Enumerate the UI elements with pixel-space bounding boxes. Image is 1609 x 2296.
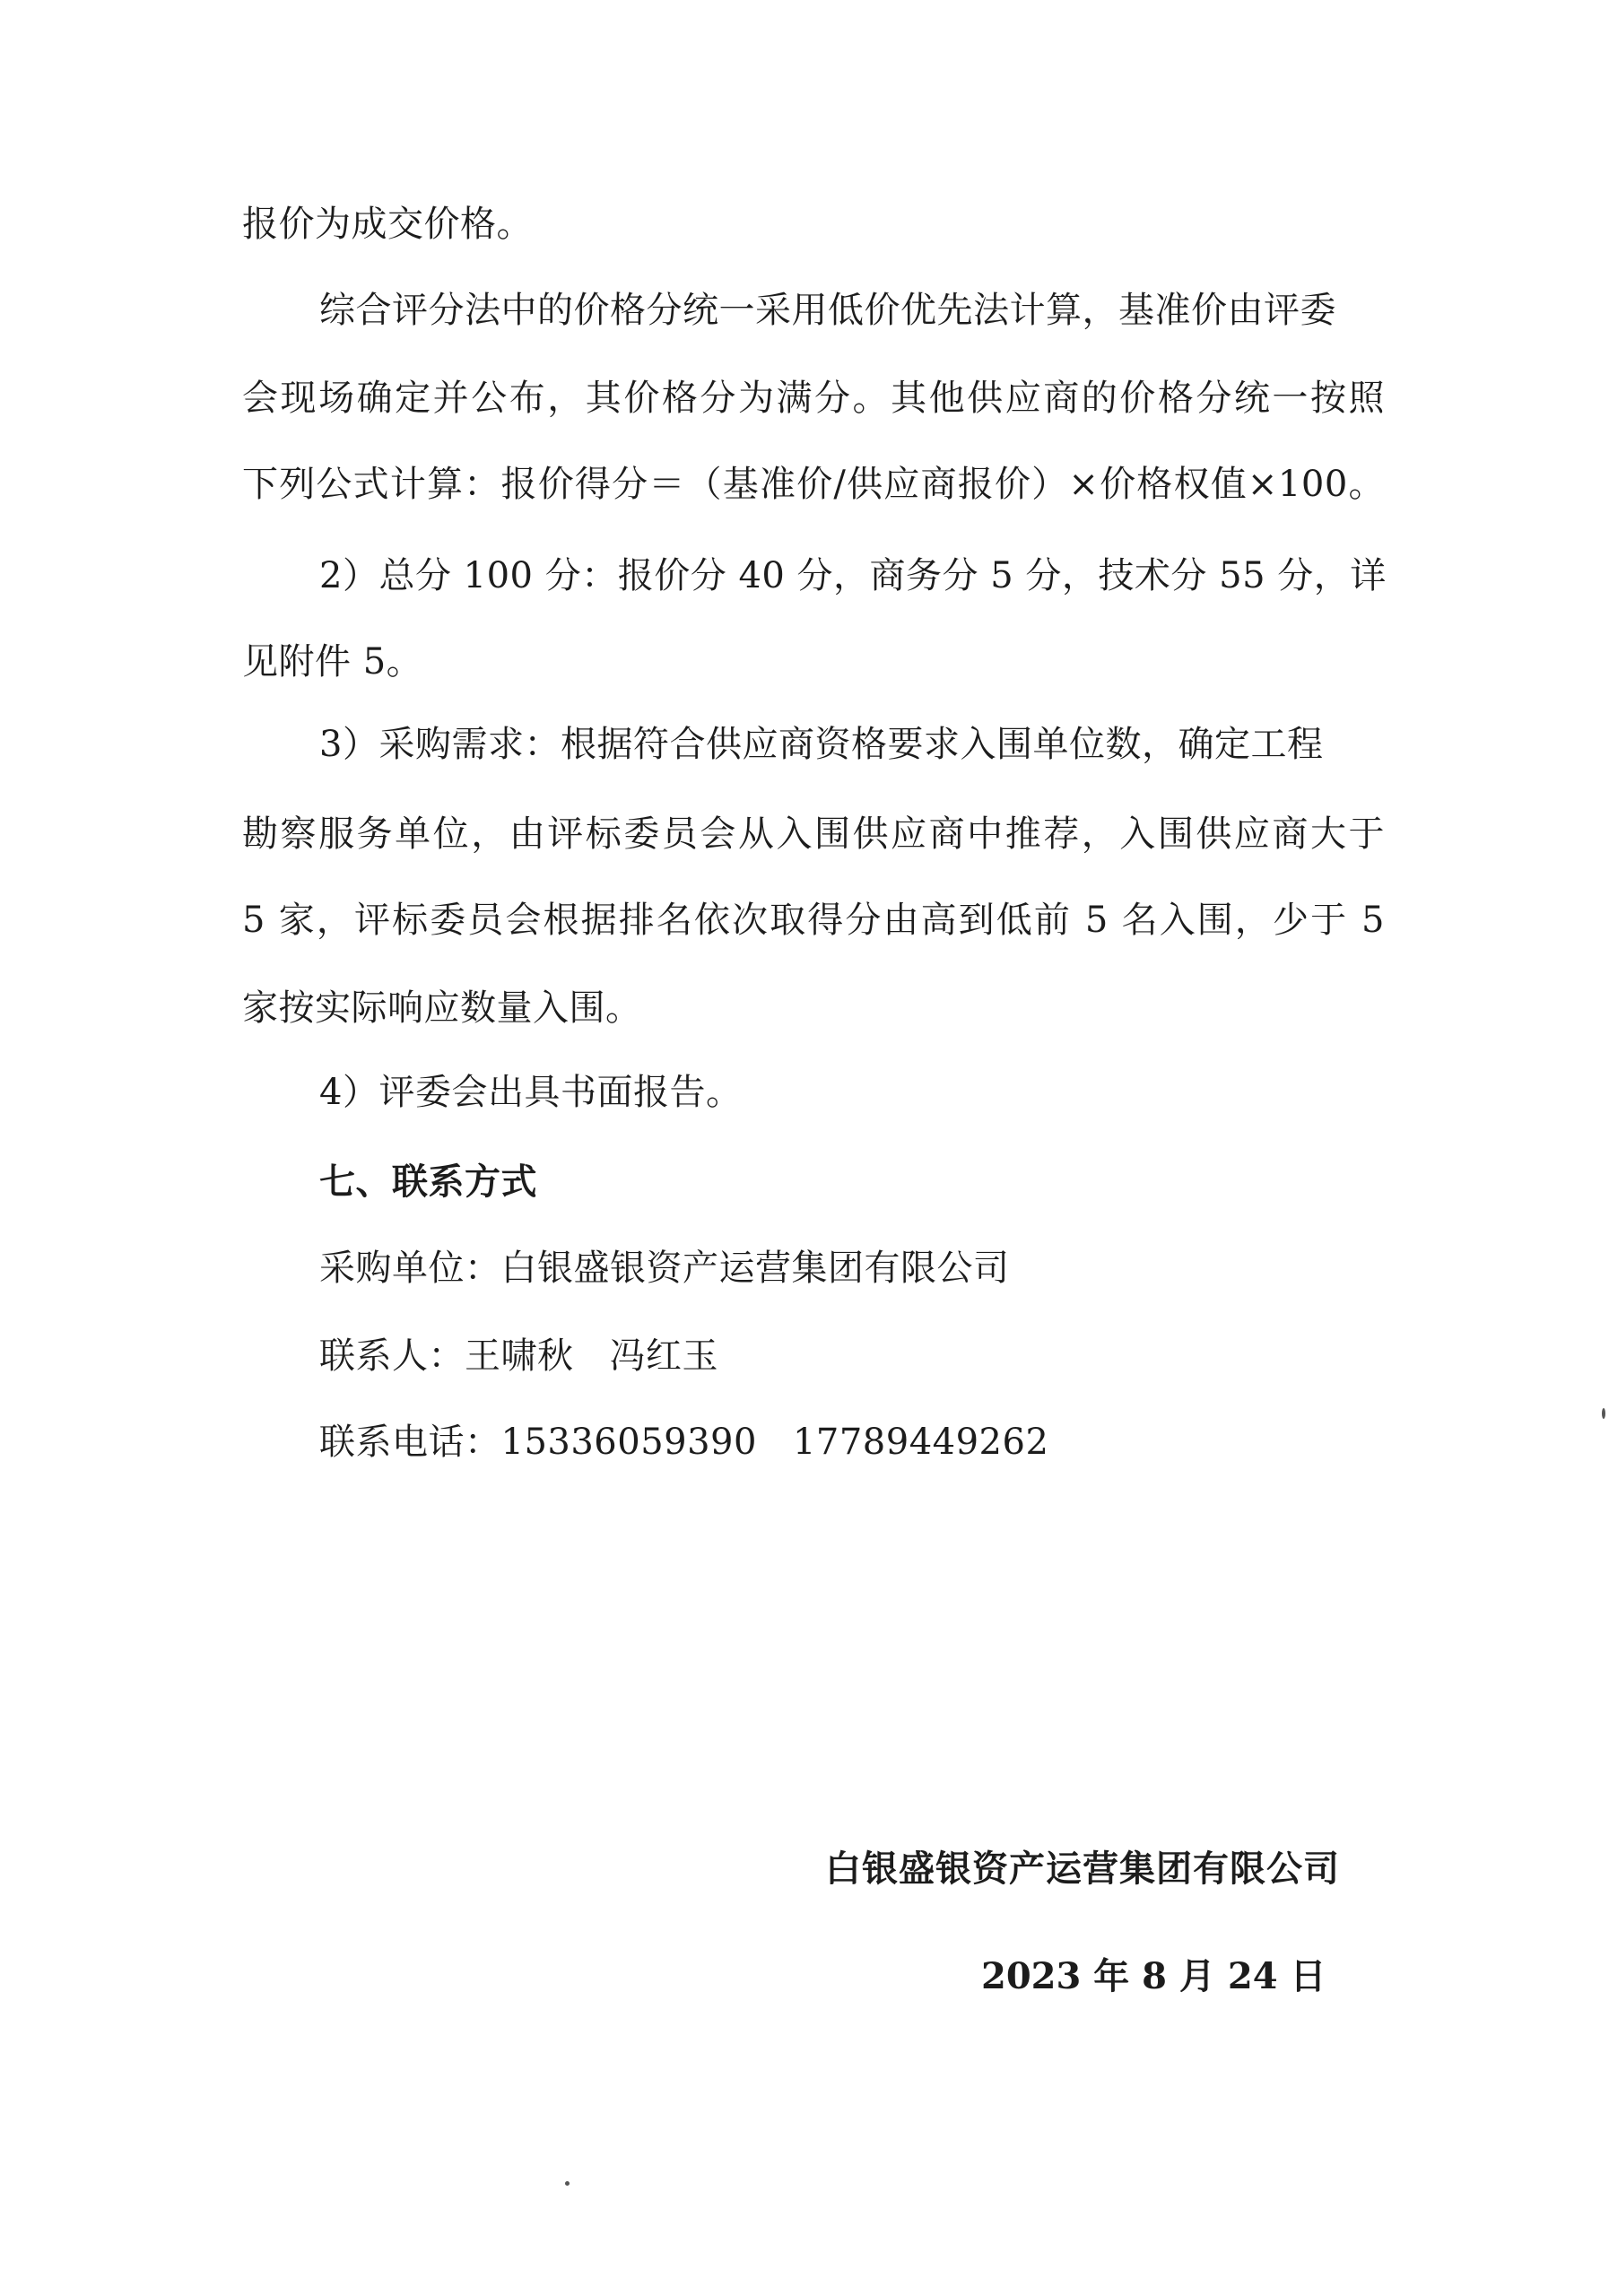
contact-unit-value: 白银盛银资产运营集团有限公司 <box>500 1248 1010 1289</box>
signature-company: 白银盛银资产运营集团有限公司 <box>825 1848 1340 1890</box>
contact-person-2: 冯红玉 <box>609 1335 718 1377</box>
contact-phone <box>319 1421 1048 1464</box>
contact-person-1: 王啸秋 <box>465 1335 574 1377</box>
paragraph-line: 家按实际响应数量入围。 <box>242 987 642 1029</box>
paragraph-line: 综合评分法中的价格分统一采用低价优先法计算，基准价由评委 <box>319 290 1336 331</box>
contact-unit <box>319 1247 1010 1290</box>
paragraph-line: 5 家，评标委员会根据排名依次取得分由高到低前 5 名入围，少于 5 <box>242 900 1385 941</box>
paragraph-line: 报价为成交价格。 <box>242 204 533 245</box>
contact-phone-2: 17789449262 <box>792 1422 1049 1463</box>
contact-phone-label: 联系电话： <box>319 1422 501 1463</box>
contact-phone-1: 15336059390 <box>500 1422 757 1463</box>
paragraph-line: 会现场确定并公布，其价格分为满分。其他供应商的价格分统一按照 <box>242 378 1385 419</box>
section-heading: 七、联系方式 <box>319 1161 537 1203</box>
scan-speck <box>1602 1408 1605 1419</box>
paragraph-line: 2）总分 100 分：报价分 40 分，商务分 5 分，技术分 55 分，详 <box>319 555 1387 596</box>
paragraph-line: 下列公式计算：报价得分＝（基准价/供应商报价）×价格权值×100。 <box>242 464 1385 505</box>
scan-speck <box>565 2181 570 2186</box>
contact-person-label: 联系人： <box>319 1335 465 1377</box>
contact-unit-label: 采购单位： <box>319 1248 501 1289</box>
paragraph-line: 4）评委会出具书面报告。 <box>319 1072 743 1113</box>
paragraph-line: 3）采购需求：根据符合供应商资格要求入围单位数，确定工程 <box>319 724 1324 765</box>
signature-date: 2023 年 8 月 24 日 <box>981 1955 1326 1997</box>
paragraph-line: 勘察服务单位，由评标委员会从入围供应商中推荐，入围供应商大于 <box>242 813 1385 855</box>
contact-person <box>319 1335 718 1378</box>
paragraph-line: 见附件 5。 <box>242 641 423 683</box>
